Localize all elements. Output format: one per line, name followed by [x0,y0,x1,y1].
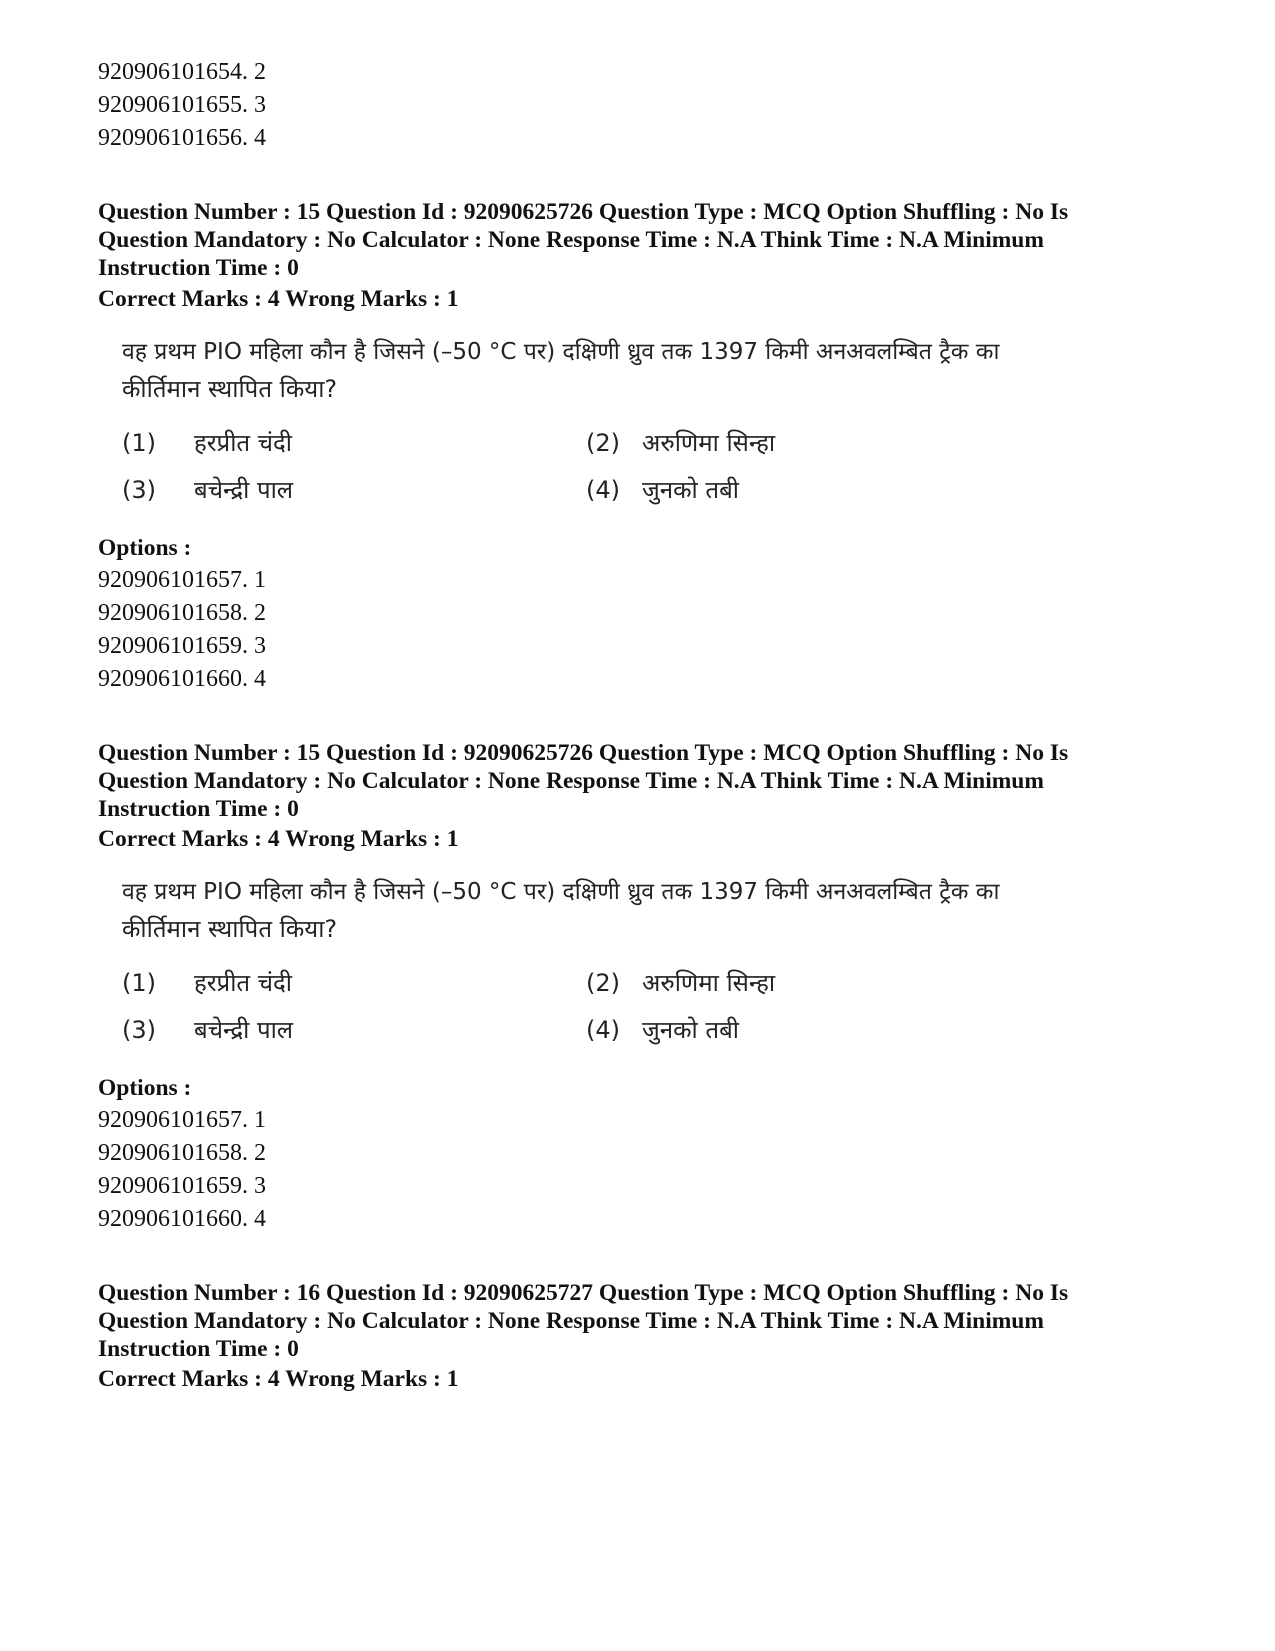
question-text-image [122,334,1132,524]
option-line: 920906101659. 3 [98,633,266,659]
option-line: 920906101654. 2 [98,59,266,85]
choice-number: (4) [586,476,620,504]
marks-line: Correct Marks : 4 Wrong Marks : 1 [98,286,459,312]
question-text-line: वह प्रथम PIO महिला कौन है जिसने (–50 °C पर) दक्षिणी ध्रुव तक 1397 किमी अनअवलम्बित ट्रैक का [122,339,1000,365]
choice-text: बचेन्द्री पाल [194,476,294,504]
question-header-line: Question Number : 15 Question Id : 92090625726 Question Type : MCQ Option Shuffling : No Is [98,199,1069,225]
question-header-line: Instruction Time : 0 [98,1336,299,1362]
choice-2 [586,428,775,458]
option-line: 920906101656. 4 [98,125,266,151]
option-line: 920906101658. 2 [98,600,266,626]
question-text [122,874,1132,948]
option-line: 920906101657. 1 [98,567,266,593]
options-heading: Options : [98,535,192,561]
option-line: 920906101659. 3 [98,1173,266,1199]
question-text [122,334,1132,408]
question-text-line: कीर्तिमान स्थापित किया? [122,375,338,403]
marks-line: Correct Marks : 4 Wrong Marks : 1 [98,826,459,852]
option-line: 920906101657. 1 [98,1107,266,1133]
choice-3 [122,475,293,505]
choice-number: (2) [586,429,620,457]
choice-number: (2) [586,969,620,997]
question-text-line: कीर्तिमान स्थापित किया? [122,915,338,943]
choice-number: (3) [122,476,156,504]
option-line: 920906101658. 2 [98,1140,266,1166]
choice-text: जुनको तबी [642,1016,740,1044]
question-header-line: Question Number : 15 Question Id : 92090625726 Question Type : MCQ Option Shuffling : No Is [98,740,1069,766]
choice-text: जुनको तबी [642,476,740,504]
choice-number: (4) [586,1016,620,1044]
choice-3 [122,1015,293,1045]
choice-number: (3) [122,1016,156,1044]
choice-2 [586,968,775,998]
choice-4 [586,475,739,505]
question-header [98,739,1188,823]
question-header [98,1279,1188,1363]
question-text-line: वह प्रथम PIO महिला कौन है जिसने (–50 °C पर) दक्षिणी ध्रुव तक 1397 किमी अनअवलम्बित ट्रैक का [122,879,1000,905]
option-line: 920906101655. 3 [98,92,266,118]
choice-text: बचेन्द्री पाल [194,1016,294,1044]
question-header-line: Instruction Time : 0 [98,255,299,281]
choice-text: हरप्रीत चंदी [194,969,292,997]
choice-1 [122,968,292,998]
choice-text: अरुणिमा सिन्हा [642,429,776,457]
choice-text: अरुणिमा सिन्हा [642,969,776,997]
choice-number: (1) [122,969,156,997]
question-header [98,198,1188,282]
choice-number: (1) [122,429,156,457]
question-text-image [122,874,1132,1064]
choice-text: हरप्रीत चंदी [194,429,292,457]
choice-1 [122,428,292,458]
options-heading: Options : [98,1075,192,1101]
option-line: 920906101660. 4 [98,666,266,692]
question-header-line: Question Mandatory : No Calculator : None Response Time : N.A Think Time : N.A Minimum [98,768,1044,794]
choice-4 [586,1015,739,1045]
option-line: 920906101660. 4 [98,1206,266,1232]
question-header-line: Question Number : 16 Question Id : 92090625727 Question Type : MCQ Option Shuffling : No Is [98,1280,1069,1306]
question-header-line: Question Mandatory : No Calculator : None Response Time : N.A Think Time : N.A Minimum [98,227,1044,253]
question-header-line: Instruction Time : 0 [98,796,299,822]
marks-line: Correct Marks : 4 Wrong Marks : 1 [98,1366,459,1392]
question-header-line: Question Mandatory : No Calculator : None Response Time : N.A Think Time : N.A Minimum [98,1308,1044,1334]
